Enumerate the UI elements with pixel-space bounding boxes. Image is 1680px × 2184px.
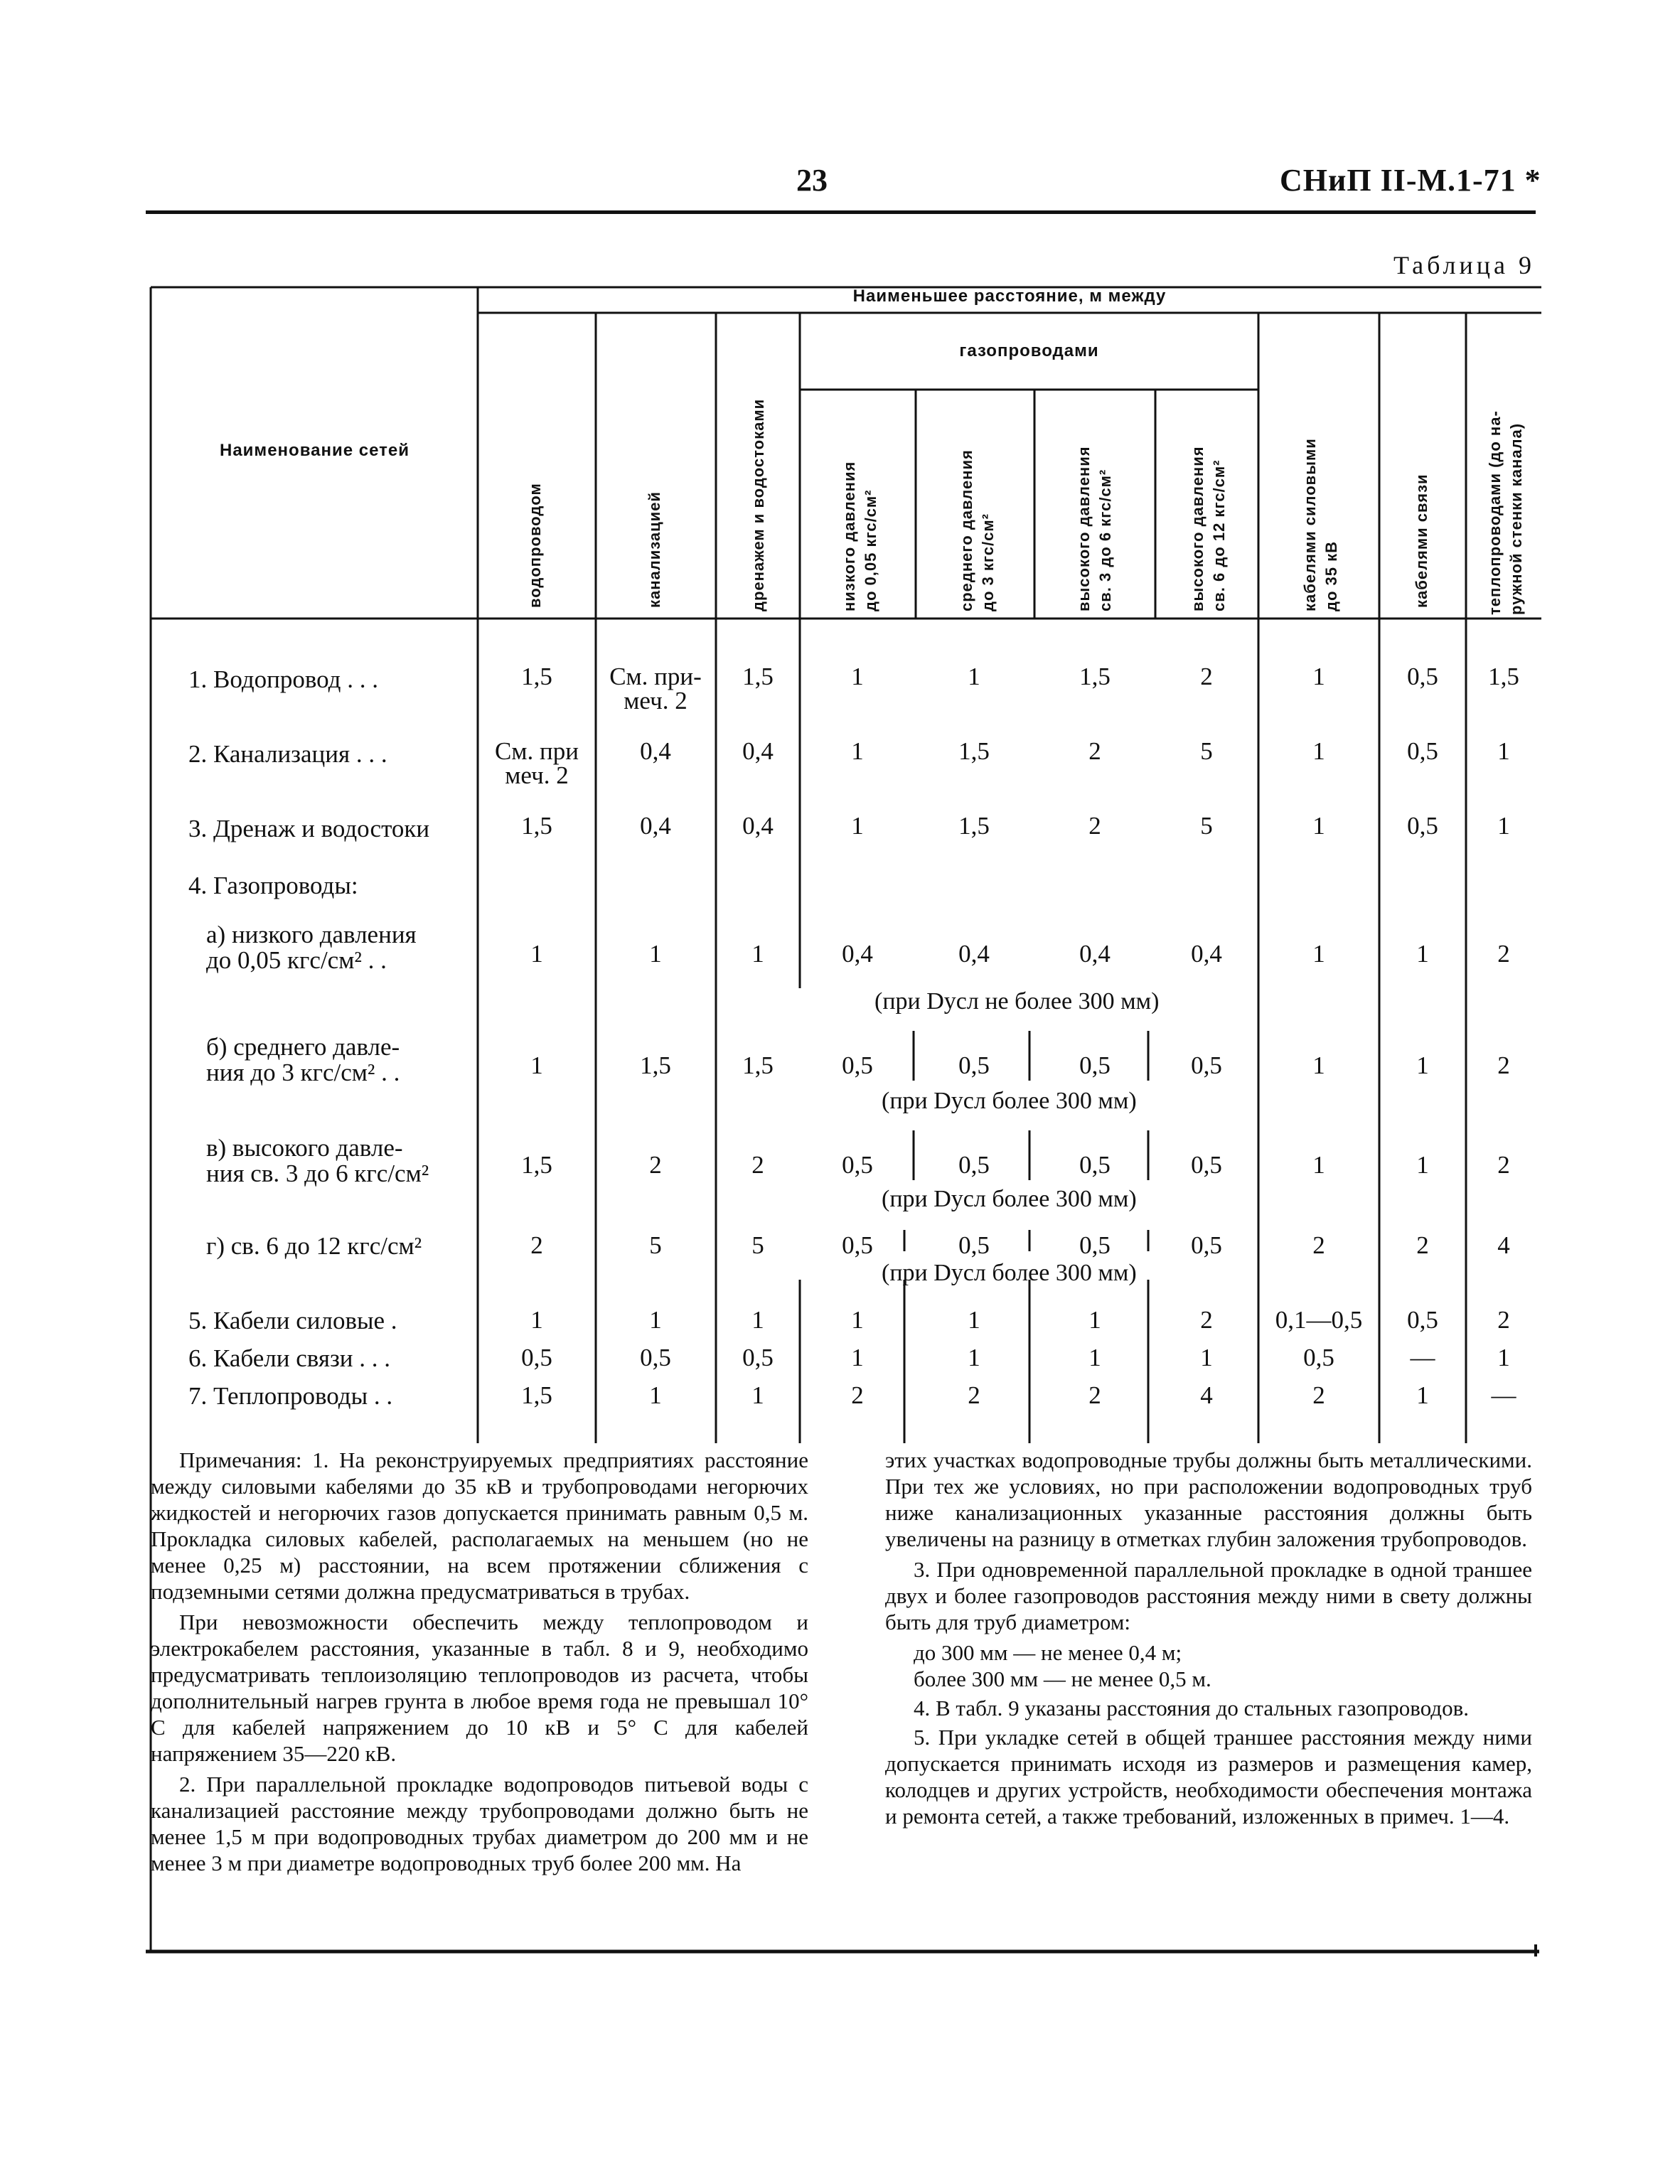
table-cell: 1 xyxy=(649,940,662,968)
table-cell: 0,4 xyxy=(640,737,671,765)
note-3-item-2: более 300 мм — не менее 0,5 м. xyxy=(914,1666,1211,1691)
table-cell: 1 xyxy=(649,1306,662,1334)
col-header-gas-high-12: высокого давления св. 6 до 12 кгс/см² xyxy=(1189,446,1228,611)
table-cell: 0,4 xyxy=(958,940,990,968)
table-cell: 0,5 xyxy=(1407,737,1438,765)
table-cell: 0,5 xyxy=(1407,663,1438,690)
table-cell: 0,5 xyxy=(1191,1151,1222,1179)
note-3-item-1: до 300 мм — не менее 0,4 м; xyxy=(914,1640,1182,1665)
table-cell: 1,5 xyxy=(521,663,552,690)
row-label-4d: г) св. 6 до 12 кгс/см² xyxy=(206,1232,422,1260)
row-label-4: 4. Газопроводы: xyxy=(188,872,358,899)
table-cell: 1 xyxy=(1497,1344,1510,1371)
row-label-1: 1. Водопровод . . . xyxy=(188,665,378,693)
table-cell: 1,5 xyxy=(742,663,774,690)
table-cell: 1,5 xyxy=(958,812,990,840)
notes-left-column xyxy=(151,1447,808,1876)
table-cell: 1 xyxy=(1416,1381,1429,1409)
table-cell: 1 xyxy=(1312,1151,1325,1179)
table-cell: 1 xyxy=(968,663,980,690)
table-cell: 0,5 xyxy=(842,1231,873,1259)
table-cell: 2 xyxy=(1497,1306,1510,1334)
row-label-5: 5. Кабели силовые . xyxy=(188,1307,397,1334)
row-label-6: 6. Кабели связи . . . xyxy=(188,1344,390,1372)
col-header-power-cables: кабелями силовыми до 35 кВ xyxy=(1301,438,1340,611)
col-header-gas-high-6: высокого давления св. 3 до 6 кгс/см² xyxy=(1075,446,1114,611)
table-cell: 0,5 xyxy=(640,1344,671,1371)
row-label-4a: а) низкого давления до 0,05 кгс/см² . . xyxy=(206,921,417,974)
gas-note-d: (при Dусл более 300 мм) xyxy=(882,1260,1137,1286)
table-cell: 1 xyxy=(1088,1344,1101,1371)
gas-note-b: (при Dусл более 300 мм) xyxy=(882,1088,1137,1114)
table-cell: 0,4 xyxy=(1079,940,1111,968)
table-cell: 5 xyxy=(1200,812,1213,840)
table-cell: 1,5 xyxy=(521,812,552,840)
table-cell: 2 xyxy=(968,1381,980,1409)
col-header-comm-cables: кабелями связи xyxy=(1413,473,1430,608)
table-cell: 0,5 xyxy=(958,1051,990,1079)
table-cell: 1 xyxy=(1497,812,1510,840)
table-title: Таблица 9 xyxy=(1393,251,1535,279)
table-cell: 1 xyxy=(851,1344,864,1371)
table-cell: 0,5 xyxy=(842,1151,873,1179)
table-cell: 1 xyxy=(751,1306,764,1334)
table-cell: — xyxy=(1410,1344,1435,1371)
table-cell: 2 xyxy=(851,1381,864,1409)
table-cell: 2 xyxy=(1497,940,1510,968)
table-cell: 0,5 xyxy=(842,1051,873,1079)
col-header-gas-low: низкого давления до 0,05 кгс/см² xyxy=(840,461,879,611)
note-4: 4. В табл. 9 указаны расстояния до стальных газопроводов. xyxy=(914,1696,1469,1720)
table-cell: 1 xyxy=(1312,812,1325,840)
table-cell: 0,5 xyxy=(958,1151,990,1179)
table-cell: 2 xyxy=(1312,1381,1325,1409)
table-cell: 2 xyxy=(1497,1151,1510,1179)
note-1-continued: При невозможности обеспечить между теплопроводом и электрокабелем расстояния, указанные в табл. 8 и 9, необходимо предусматривать теплоизоляцию теплопроводов из расчета, чтобы дополнительный нагрев грунта в любое время года не превышал 10° С для кабелей напряжением до 10 кВ и 5° С для кабелей напряжением 35—220 кВ. xyxy=(151,1610,808,1766)
table-cell: 0,4 xyxy=(1191,940,1222,968)
table-cell: 0,5 xyxy=(1079,1051,1111,1079)
table-cell: 1 xyxy=(1416,940,1429,968)
table-cell: 1 xyxy=(530,940,543,968)
name-column-header: Наименование сетей xyxy=(220,441,410,460)
distance-group-header: Наименьшее расстояние, м между xyxy=(852,287,1167,306)
table-cell: 1 xyxy=(1416,1051,1429,1079)
table-cell: 0,5 xyxy=(958,1231,990,1259)
table-cell: 1 xyxy=(851,812,864,840)
table-cell: 1 xyxy=(968,1344,980,1371)
table-cell: 1 xyxy=(1312,737,1325,765)
table-cell: 1 xyxy=(968,1306,980,1334)
table-cell: 1 xyxy=(1312,940,1325,968)
table-cell: 1,5 xyxy=(640,1051,671,1079)
note-2: 2. При параллельной прокладке водопроводов питьевой воды с канализацией расстояние между трубопроводами должно быть не менее 1,5 м при водопроводных трубах диаметром до 200 мм и не менее 3 м при диаметре водопроводных труб более 200 мм. На xyxy=(151,1772,808,1875)
table-cell: 2 xyxy=(1200,1306,1213,1334)
table-cell: См. при меч. 2 xyxy=(495,737,579,789)
table-cell: 0,4 xyxy=(842,940,873,968)
row-label-7: 7. Теплопроводы . . xyxy=(188,1382,393,1410)
table-cell: 1 xyxy=(530,1306,543,1334)
table-cell: 1 xyxy=(851,1306,864,1334)
table-cell: 0,5 xyxy=(1079,1231,1111,1259)
row-label-4b: б) среднего давле- ния до 3 кгс/см² . . xyxy=(206,1033,400,1086)
gas-note-a: (при Dусл не более 300 мм) xyxy=(874,988,1160,1015)
table-cell: 1 xyxy=(1200,1344,1213,1371)
note-1: Примечания: 1. На реконструируемых предприятиях расстояние между силовыми кабелями до 35 кВ и трубопроводами негорючих жидкостей и негорючих газов допускается принимать равным 0,5 м. Прокладка силовых кабелей, располагаемых на меньшем (но не менее 0,25 м) расстоянии, на всем протяжении сближения с подземными сетями должна предусматриваться в трубах. xyxy=(151,1447,808,1604)
table-cell: 2 xyxy=(530,1231,543,1259)
table-cell: 1,5 xyxy=(958,737,990,765)
table-cell: 2 xyxy=(751,1151,764,1179)
table-cell: 2 xyxy=(649,1151,662,1179)
col-header-water: водопроводом xyxy=(526,483,544,608)
table-cell: 5 xyxy=(649,1231,662,1259)
table-cell: 0,5 xyxy=(742,1344,774,1371)
note-5: 5. При укладке сетей в общей траншее расстояния между ними допускается принимать исходя из размеров и размещения камер, колодцев и других устройств, необходимости обеспечения монтажа и ремонта сетей, а также требований, изложенных в примеч. 1—4. xyxy=(885,1725,1532,1829)
table-cell: 0,5 xyxy=(1191,1231,1222,1259)
table-cell: 2 xyxy=(1088,737,1101,765)
table-cell: 2 xyxy=(1416,1231,1429,1259)
col-header-gas-medium: среднего давления до 3 кгс/см² xyxy=(958,449,997,611)
table-cell: 1 xyxy=(1088,1306,1101,1334)
table-cell: 0,5 xyxy=(1407,812,1438,840)
row-label-2: 2. Канализация . . . xyxy=(188,740,387,768)
note-3: 3. При одновременной параллельной прокладке в одной траншее двух и более газопроводов расстояния между ними в свету должны быть для труб диаметром: xyxy=(885,1557,1532,1634)
row-label-4c: в) высокого давле- ния св. 3 до 6 кгс/см² xyxy=(206,1134,429,1187)
gas-note-c: (при Dусл более 300 мм) xyxy=(882,1186,1137,1212)
table-cell: 2 xyxy=(1200,663,1213,690)
table-cell: 1,5 xyxy=(521,1381,552,1409)
table-cell: 1 xyxy=(1312,1051,1325,1079)
table-cell: 4 xyxy=(1200,1381,1213,1409)
table-cell: 4 xyxy=(1497,1231,1510,1259)
table-cell: 1 xyxy=(851,663,864,690)
table-cell: 1 xyxy=(751,940,764,968)
table-cell: 2 xyxy=(1088,812,1101,840)
table-cell: 1 xyxy=(649,1381,662,1409)
table-cell: 0,1—0,5 xyxy=(1275,1306,1363,1334)
table-cell: 5 xyxy=(1200,737,1213,765)
col-header-drainage: дренажем и водостоками xyxy=(749,398,767,611)
table-cell: — xyxy=(1491,1381,1516,1409)
table-cell: 0,5 xyxy=(1079,1151,1111,1179)
table-cell: 0,4 xyxy=(742,737,774,765)
table-cell: 0,5 xyxy=(1191,1051,1222,1079)
table-cell: 1,5 xyxy=(1488,663,1519,690)
table-cell: 0,5 xyxy=(1407,1306,1438,1334)
notes-right-column xyxy=(885,1447,1532,1829)
table-cell: 1,5 xyxy=(1079,663,1111,690)
table-cell: 1 xyxy=(851,737,864,765)
table-cell: 0,4 xyxy=(742,812,774,840)
table-cell: 0,5 xyxy=(1303,1344,1334,1371)
table-cell: 2 xyxy=(1088,1381,1101,1409)
row-label-3: 3. Дренаж и водостоки xyxy=(188,815,430,842)
page-number: 23 xyxy=(796,163,828,198)
table-cell: 1 xyxy=(530,1051,543,1079)
note-2-continued: этих участках водопроводные трубы должны быть металлическими. При тех же условиях, но при расположении водопроводных труб ниже канализационных указанные расстояния должны быть увеличены на разницу в отметках глубин заложения трубопроводов. xyxy=(885,1447,1532,1551)
table-cell: 2 xyxy=(1312,1231,1325,1259)
document-code: СНиП II-М.1-71 * xyxy=(1280,163,1541,198)
table-cell: 1 xyxy=(751,1381,764,1409)
table-cell: 1,5 xyxy=(742,1051,774,1079)
table-cell: 1 xyxy=(1497,737,1510,765)
table-cell: 1,5 xyxy=(521,1151,552,1179)
table-cell: 2 xyxy=(1497,1051,1510,1079)
gas-group-header: газопроводами xyxy=(959,341,1099,360)
table-cell: 1 xyxy=(1416,1151,1429,1179)
table-cell: 1 xyxy=(1312,663,1325,690)
col-header-sewer: канализацией xyxy=(646,491,663,608)
table-cell: 0,4 xyxy=(640,812,671,840)
table-cell: 5 xyxy=(751,1231,764,1259)
table-cell: См. при- меч. 2 xyxy=(609,663,702,714)
col-header-heat-pipes: теплопроводами (до на- ружной стенки канала) xyxy=(1486,410,1525,615)
table-cell: 0,5 xyxy=(521,1344,552,1371)
